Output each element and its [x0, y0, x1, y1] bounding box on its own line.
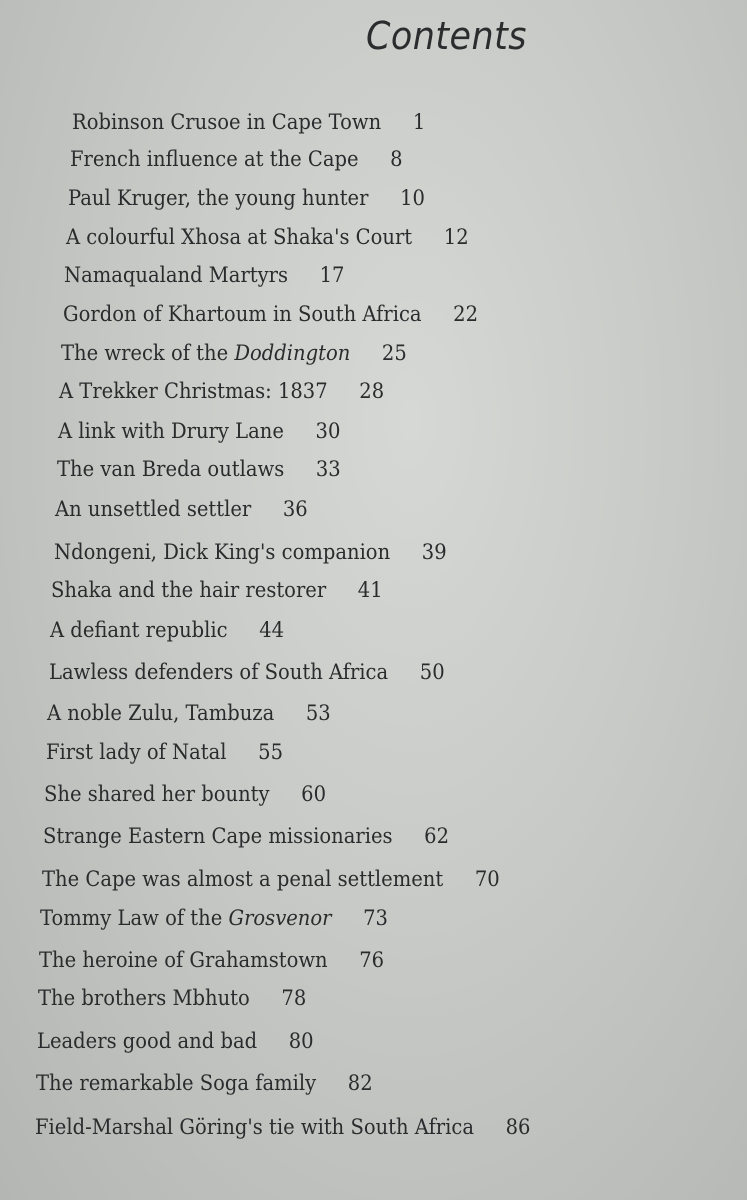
- toc-entry-page: 36: [282, 497, 308, 521]
- toc-entry: [36, 1070, 373, 1096]
- toc-entry-page: 80: [288, 1029, 314, 1053]
- toc-entry-title: Gordon of Khartoum in South Africa: [63, 302, 422, 326]
- toc-entry: [39, 947, 384, 973]
- ship-name: Grosvenor: [228, 906, 332, 930]
- toc-entry-page: 22: [453, 302, 479, 326]
- toc-entry-title: The remarkable Soga family: [36, 1071, 317, 1095]
- toc-entry-title: She shared her bounty: [44, 782, 270, 806]
- toc-entry-title: A Trekker Christmas: 1837: [59, 379, 328, 403]
- toc-entry: [70, 146, 403, 172]
- toc-entry: [51, 577, 383, 603]
- toc-entry-page: 70: [474, 867, 500, 891]
- toc-entry: [68, 185, 425, 211]
- toc-entry-title: The heroine of Grahamstown: [39, 948, 328, 972]
- toc-entry-title-text: Tommy Law of the: [40, 906, 229, 930]
- toc-entry: [47, 700, 331, 726]
- toc-entry: [43, 823, 449, 849]
- toc-entry-title: Robinson Crusoe in Cape Town: [72, 110, 382, 134]
- toc-entry-page: 82: [347, 1071, 373, 1095]
- toc-entry-title: Field-Marshal Göring's tie with South Africa: [35, 1115, 474, 1139]
- toc-entry-page: 86: [505, 1115, 531, 1139]
- toc-entry: [37, 1028, 314, 1054]
- toc-entry: [64, 262, 344, 288]
- toc-entry-page: 73: [363, 906, 388, 930]
- toc-entry-title: The van Breda outlaws: [57, 457, 285, 481]
- toc-entry-page: 50: [419, 660, 445, 684]
- toc-entry-page: 1: [412, 110, 426, 134]
- toc-entry-page: 62: [424, 824, 450, 848]
- toc-entry-title: [40, 906, 331, 930]
- toc-entry: [42, 866, 500, 892]
- toc-entry: [59, 378, 384, 404]
- toc-entry-title: Lawless defenders of South Africa: [49, 660, 389, 684]
- toc-entry-title: Shaka and the hair restorer: [51, 578, 327, 602]
- toc-entry: [61, 340, 407, 366]
- toc-entry-page: 55: [258, 740, 284, 764]
- toc-entry: [66, 224, 469, 250]
- toc-entry-title: A defiant republic: [50, 618, 228, 642]
- toc-entry-title: Namaqualand Martyrs: [64, 263, 289, 287]
- toc-entry-page: 10: [400, 186, 425, 210]
- toc-entry-title: [61, 341, 350, 365]
- toc-entry-title-text: The wreck of the: [61, 341, 235, 365]
- toc-entry-page: 30: [315, 419, 341, 443]
- toc-entry-title: The Cape was almost a penal settlement: [42, 867, 444, 891]
- toc-entry-page: 76: [359, 948, 385, 972]
- toc-entry-page: 33: [315, 457, 341, 481]
- toc-entry: [54, 539, 447, 565]
- toc-entry-page: 60: [301, 782, 327, 806]
- toc-entry-page: 28: [359, 379, 385, 403]
- toc-entry: [55, 496, 308, 522]
- ship-name: Doddington: [234, 341, 351, 365]
- toc-entry: [38, 985, 306, 1011]
- toc-entry-title: Strange Eastern Cape missionaries: [43, 824, 393, 848]
- toc-entry-title: A noble Zulu, Tambuza: [47, 701, 275, 725]
- toc-entry-page: 53: [305, 701, 331, 725]
- toc-entry-title: A colourful Xhosa at Shaka's Court: [66, 225, 413, 249]
- toc-entry: [44, 781, 326, 807]
- toc-entry-page: 41: [357, 578, 383, 602]
- toc-entry-title: A link with Drury Lane: [58, 419, 284, 443]
- toc-entry: [46, 739, 283, 765]
- toc-entry-page: 8: [390, 147, 403, 171]
- toc-entry: [50, 617, 284, 643]
- toc-entry-page: 44: [259, 618, 285, 642]
- toc-entry: [57, 456, 341, 482]
- toc-entry-title: French influence at the Cape: [70, 147, 359, 171]
- toc-entry-title: Leaders good and bad: [37, 1029, 258, 1053]
- toc-entry: [35, 1114, 530, 1140]
- toc-entry-page: 17: [319, 263, 345, 287]
- toc-entry: [63, 301, 478, 327]
- toc-entry: [49, 659, 445, 685]
- toc-entry-title: The brothers Mbhuto: [38, 986, 250, 1010]
- page-title: Contents: [366, 14, 527, 58]
- toc-entry-page: 78: [281, 986, 307, 1010]
- toc-entry-title: Ndongeni, Dick King's companion: [54, 540, 391, 564]
- toc-entry-title: An unsettled settler: [55, 497, 252, 521]
- toc-entry-page: 39: [421, 540, 447, 564]
- toc-entry: [72, 109, 425, 135]
- toc-entry: [58, 418, 340, 444]
- toc-entry-page: 25: [381, 341, 407, 365]
- toc-entry-title: Paul Kruger, the young hunter: [68, 186, 369, 210]
- toc-entry-page: 12: [443, 225, 469, 249]
- toc-entry: [40, 905, 388, 931]
- toc-entry-title: First lady of Natal: [46, 740, 227, 764]
